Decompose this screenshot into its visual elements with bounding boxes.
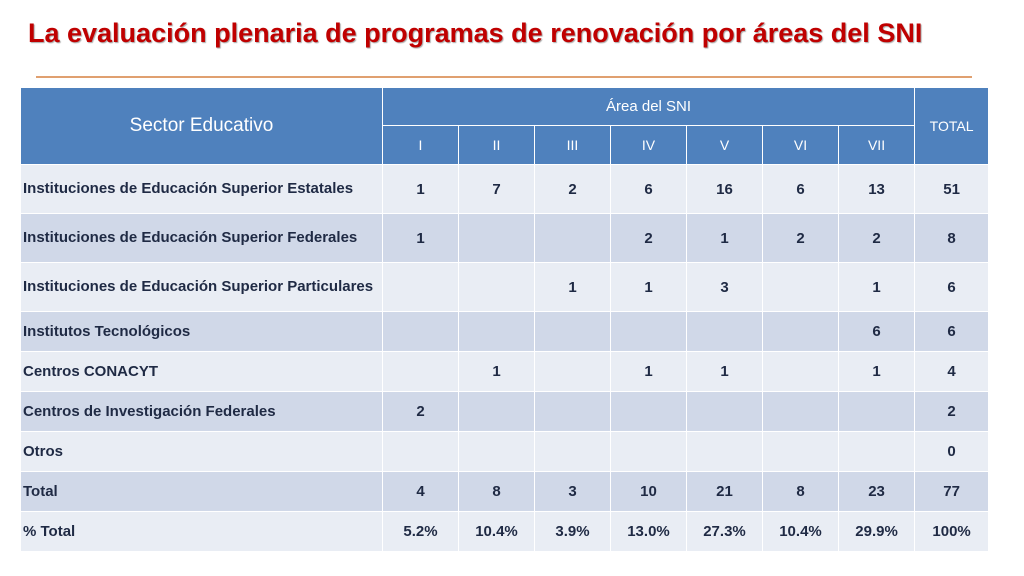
table-cell: 3 <box>535 472 611 512</box>
table-cell <box>687 432 763 472</box>
table-cell: 13.0% <box>611 512 687 552</box>
table-cell: 1 <box>459 352 535 392</box>
area-column-header: VII <box>839 126 915 165</box>
table-cell <box>763 352 839 392</box>
table-row <box>21 214 989 263</box>
row-label: Instituciones de Educación Superior Federales <box>21 214 383 263</box>
table-cell <box>383 312 459 352</box>
row-total-cell: 0 <box>915 432 989 472</box>
table-cell: 13 <box>839 165 915 214</box>
table-row <box>21 472 989 512</box>
row-total-cell: 4 <box>915 352 989 392</box>
table-cell: 2 <box>763 214 839 263</box>
table-cell: 2 <box>383 392 459 432</box>
table-cell: 1 <box>839 352 915 392</box>
table-cell: 3 <box>687 263 763 312</box>
area-header: Área del SNI <box>383 88 915 126</box>
table-cell: 27.3% <box>687 512 763 552</box>
area-column-header: VI <box>763 126 839 165</box>
table-cell: 1 <box>383 165 459 214</box>
table-cell <box>687 392 763 432</box>
table-cell <box>535 392 611 432</box>
table-cell <box>459 392 535 432</box>
table-cell: 29.9% <box>839 512 915 552</box>
row-total-cell: 100% <box>915 512 989 552</box>
table-cell: 1 <box>383 214 459 263</box>
table-cell: 2 <box>535 165 611 214</box>
table-cell <box>611 392 687 432</box>
table-cell <box>383 352 459 392</box>
row-label: Centros CONACYT <box>21 352 383 392</box>
row-label: Instituciones de Educación Superior Estatales <box>21 165 383 214</box>
table-cell: 7 <box>459 165 535 214</box>
table-cell <box>459 263 535 312</box>
table-row <box>21 312 989 352</box>
row-total-cell: 8 <box>915 214 989 263</box>
row-total-cell: 6 <box>915 312 989 352</box>
title-divider <box>36 76 972 78</box>
row-label: Centros de Investigación Federales <box>21 392 383 432</box>
table-cell: 1 <box>611 352 687 392</box>
table-cell: 8 <box>763 472 839 512</box>
row-label: Institutos Tecnológicos <box>21 312 383 352</box>
table-row <box>21 392 989 432</box>
table-cell <box>535 352 611 392</box>
table-cell <box>687 312 763 352</box>
table-cell <box>535 432 611 472</box>
table-cell: 4 <box>383 472 459 512</box>
table-cell: 2 <box>611 214 687 263</box>
table-cell: 5.2% <box>383 512 459 552</box>
table-cell <box>839 432 915 472</box>
area-column-header: I <box>383 126 459 165</box>
table-row <box>21 512 989 552</box>
table-cell <box>383 263 459 312</box>
table-cell <box>611 312 687 352</box>
area-column-header: IV <box>611 126 687 165</box>
sni-evaluation-table <box>20 87 989 552</box>
table-cell <box>763 263 839 312</box>
table-cell <box>535 214 611 263</box>
sector-header: Sector Educativo <box>21 88 383 165</box>
row-label: Otros <box>21 432 383 472</box>
table-cell <box>459 432 535 472</box>
table-cell: 1 <box>611 263 687 312</box>
table-cell: 10 <box>611 472 687 512</box>
table-cell <box>763 432 839 472</box>
table-cell: 6 <box>611 165 687 214</box>
table-cell: 23 <box>839 472 915 512</box>
table-cell <box>839 392 915 432</box>
row-total-cell: 77 <box>915 472 989 512</box>
row-total-cell: 6 <box>915 263 989 312</box>
table-cell: 16 <box>687 165 763 214</box>
table-cell: 1 <box>535 263 611 312</box>
table-row <box>21 165 989 214</box>
table-cell: 1 <box>839 263 915 312</box>
table-row <box>21 352 989 392</box>
table-cell: 8 <box>459 472 535 512</box>
table-cell: 1 <box>687 352 763 392</box>
table-cell: 10.4% <box>459 512 535 552</box>
table-cell <box>459 312 535 352</box>
total-header: TOTAL <box>915 88 989 165</box>
table-cell <box>459 214 535 263</box>
slide-title: La evaluación plenaria de programas de renovación por áreas del SNI <box>28 18 923 48</box>
table-cell: 21 <box>687 472 763 512</box>
row-total-cell: 51 <box>915 165 989 214</box>
table-cell <box>535 312 611 352</box>
row-label: Total <box>21 472 383 512</box>
table-cell <box>763 392 839 432</box>
table-cell: 2 <box>839 214 915 263</box>
table-cell: 3.9% <box>535 512 611 552</box>
table-cell <box>763 312 839 352</box>
table-row <box>21 263 989 312</box>
area-column-header: II <box>459 126 535 165</box>
area-column-header: III <box>535 126 611 165</box>
table-cell <box>611 432 687 472</box>
table-row <box>21 432 989 472</box>
row-label: Instituciones de Educación Superior Particulares <box>21 263 383 312</box>
row-total-cell: 2 <box>915 392 989 432</box>
row-label: % Total <box>21 512 383 552</box>
area-column-header: V <box>687 126 763 165</box>
table-cell: 10.4% <box>763 512 839 552</box>
table-cell <box>383 432 459 472</box>
table-cell: 6 <box>839 312 915 352</box>
table-cell: 6 <box>763 165 839 214</box>
table-cell: 1 <box>687 214 763 263</box>
